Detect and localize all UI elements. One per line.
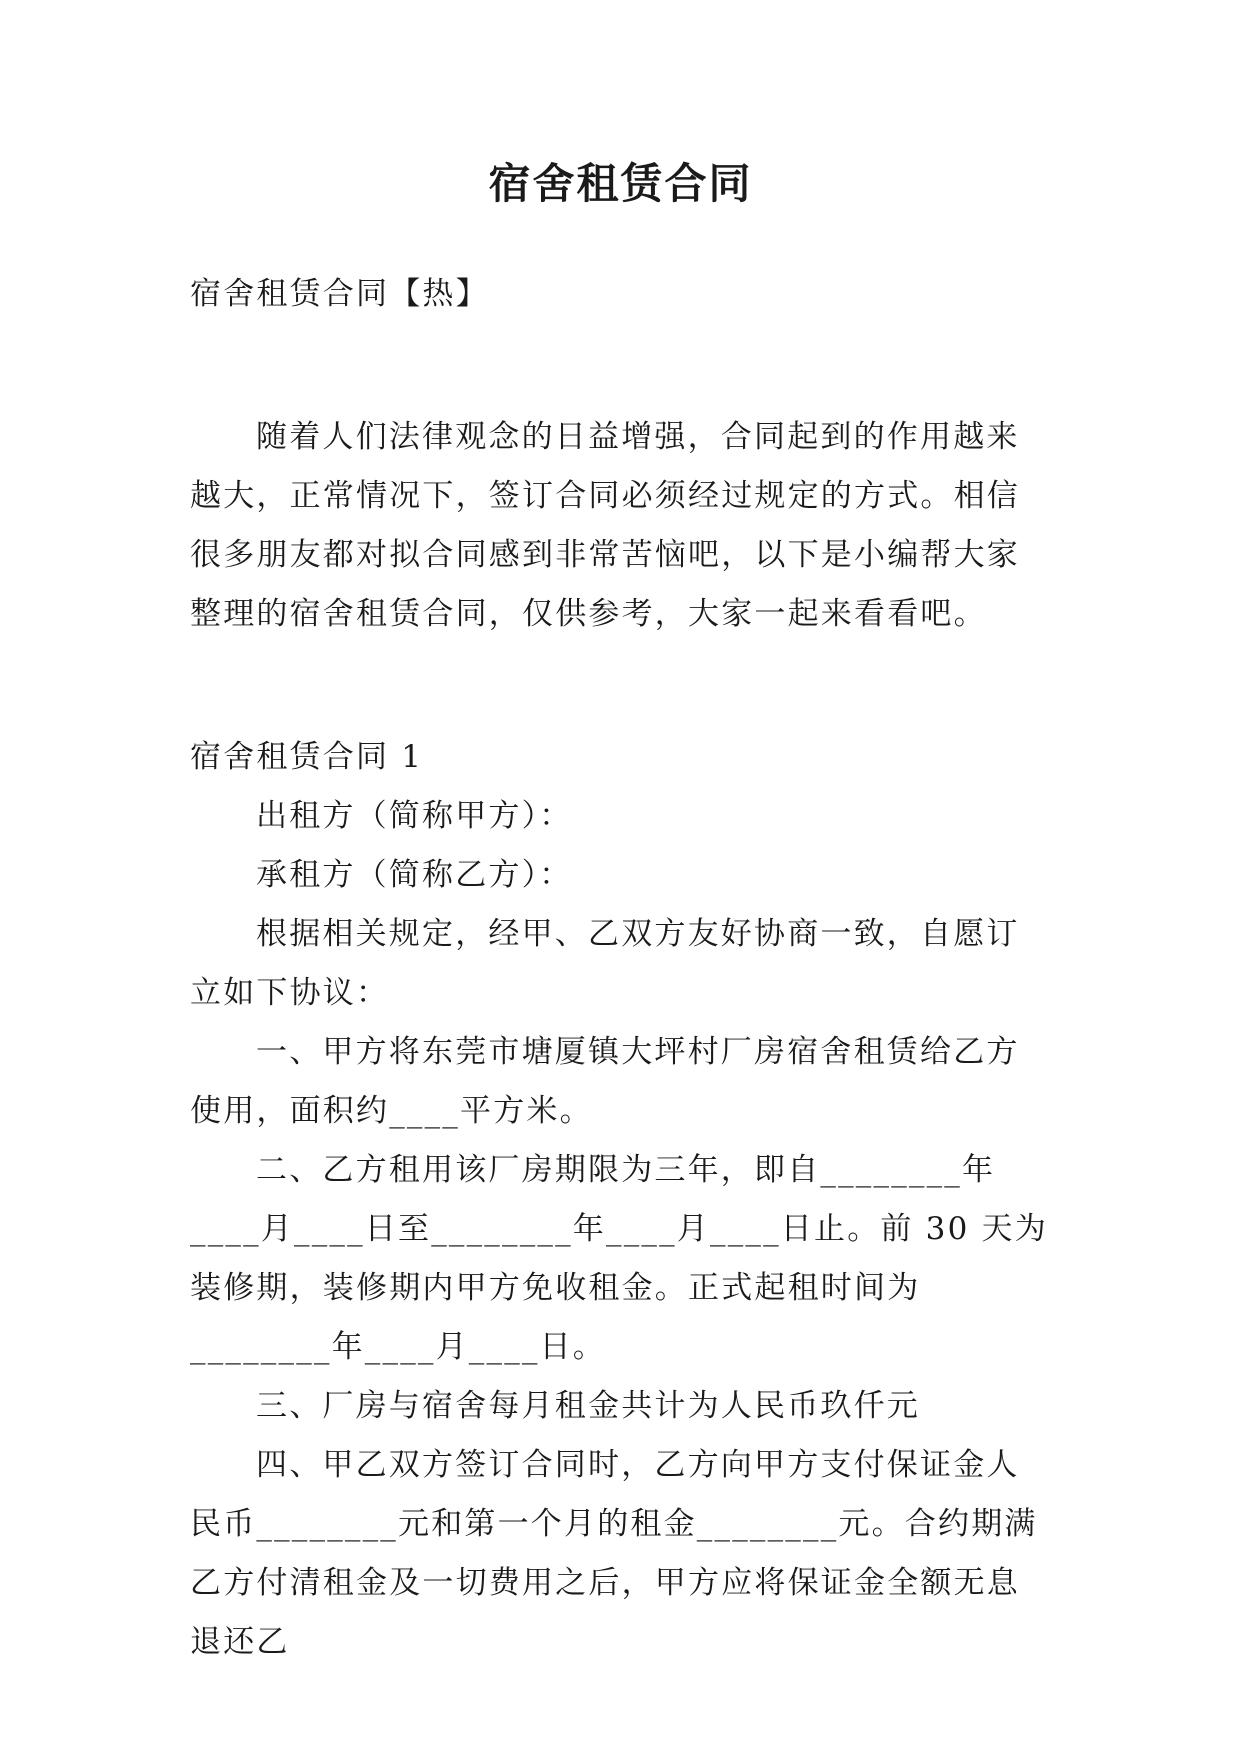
document-body <box>190 265 1052 1672</box>
document-subtitle: 宿舍租赁合同【热】 <box>190 276 489 312</box>
clause-paragraph: 二、乙方租用该厂房期限为三年，即自________年____月____日至________年____月____日止。前 30 天为装修期，装修期内甲方免收租金。正式起租时间为________年____月____日。 <box>190 1152 1048 1365</box>
clause-paragraph: 三、厂房与宿舍每月租金共计为人民币玖仟元 <box>256 1388 920 1424</box>
spacer <box>190 324 1052 408</box>
intro-paragraph: 随着人们法律观念的日益增强，合同起到的作用越来越大，正常情况下，签订合同必须经过规定的方式。相信很多朋友都对拟合同感到非常苦恼吧，以下是小编帮大家整理的宿舍租赁合同，仅供参考，大家一起来看看吧。 <box>190 419 1020 632</box>
clause-paragraph: 四、甲乙双方签订合同时，乙方向甲方支付保证金人民币________元和第一个月的租金________元。合约期满乙方付清租金及一切费用之后，甲方应将保证金全额无息退还乙 <box>190 1447 1038 1660</box>
spacer <box>190 644 1052 728</box>
clause-paragraph: 一、甲方将东莞市塘厦镇大坪村厂房宿舍租赁给乙方使用，面积约____平方米。 <box>190 1034 1020 1129</box>
section-heading: 宿舍租赁合同 1 <box>190 739 424 775</box>
lessor-line: 出租方（简称甲方）： <box>256 798 573 834</box>
document-title: 宿舍租赁合同 <box>488 159 753 208</box>
lessee-line: 承租方（简称乙方）： <box>256 857 573 893</box>
agreement-paragraph: 根据相关规定，经甲、乙双方友好协商一致，自愿订立如下协议： <box>190 916 1020 1011</box>
